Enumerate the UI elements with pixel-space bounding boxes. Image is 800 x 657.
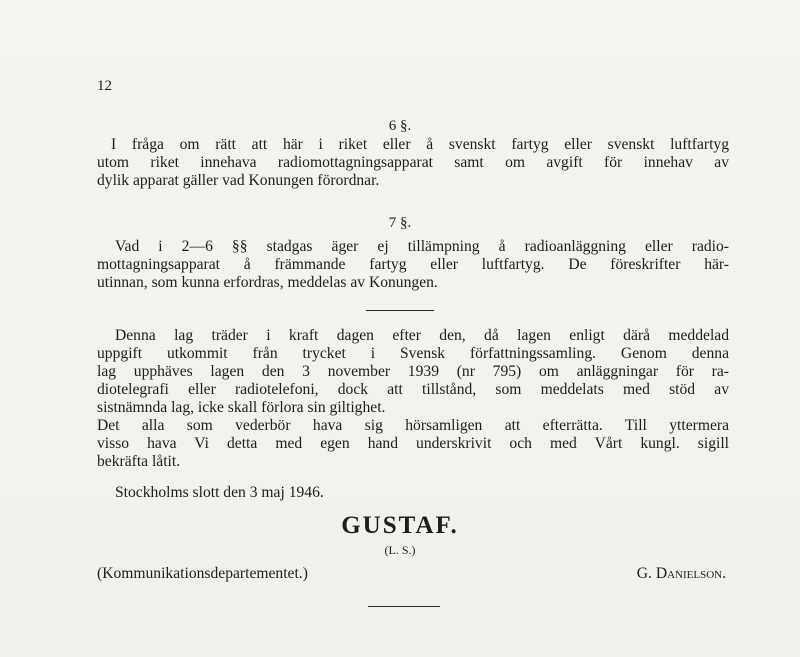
place-date — [97, 484, 729, 502]
section-7-line: Vad i 2—6 §§ stadgas äger ej tillämpning å radioanläggning eller radio- — [115, 238, 729, 255]
section-7-line: utinnan, som kunna erfordras, meddelas av Konungen. — [97, 274, 438, 291]
section-7-heading: 7 §. — [388, 215, 412, 231]
section-6-text — [97, 136, 729, 190]
closing-line: Det alla som vederbör hava sig hörsamligen att efterrätta. Till yttermera — [97, 417, 729, 434]
section-6-line: dylik apparat gäller vad Konungen förordnar. — [97, 172, 380, 189]
section-6-line: utom riket innehava radiomottagningsapparat samt om avgift för innehav av — [97, 154, 729, 171]
enactment-line: sistnämnda lag, icke skall förlora sin giltighet. — [97, 399, 386, 416]
end-divider — [368, 606, 440, 607]
enactment-line: lag upphäves lagen den 3 november 1939 (nr 795) om anläggningar för ra- — [97, 363, 729, 380]
enactment-line: Denna lag träder i kraft dagen efter den, då lagen enligt därå meddelad — [115, 327, 729, 344]
section-6-heading: 6 §. — [388, 118, 412, 134]
section-7-line: mottagningsapparat å främmande fartyg eller luftfartyg. De föreskrifter här- — [97, 256, 729, 273]
enactment-line: diotelegrafi eller radiotelefoni, dock att tillstånd, som meddelats med stöd av — [97, 381, 729, 398]
minister-signature — [637, 565, 726, 583]
department-name: (Kommunikationsdepartementet.) — [97, 565, 308, 582]
enactment-text — [97, 327, 729, 471]
minister-initial: G. — [636, 565, 652, 582]
place-date-line: Stockholms slott den 3 maj 1946. — [115, 484, 324, 501]
royal-signature: GUSTAF. — [341, 512, 459, 539]
closing-line: bekräfta låtit. — [97, 453, 181, 470]
closing-line: visso hava Vi detta med egen hand underskrivit och med Vårt kungl. sigill — [97, 435, 729, 452]
section-7-text — [97, 238, 729, 292]
section-6-line: I fråga om rätt att här i riket eller å svenskt fartyg eller svenskt luftfartyg — [111, 136, 729, 153]
enactment-line: uppgift utkommit från trycket i Svensk författningssamling. Genom denna — [97, 345, 729, 362]
seal-mark: (L. S.) — [384, 543, 416, 557]
minister-name: Danielson. — [655, 565, 726, 582]
page-number: 12 — [97, 78, 112, 94]
section-divider — [366, 310, 434, 311]
